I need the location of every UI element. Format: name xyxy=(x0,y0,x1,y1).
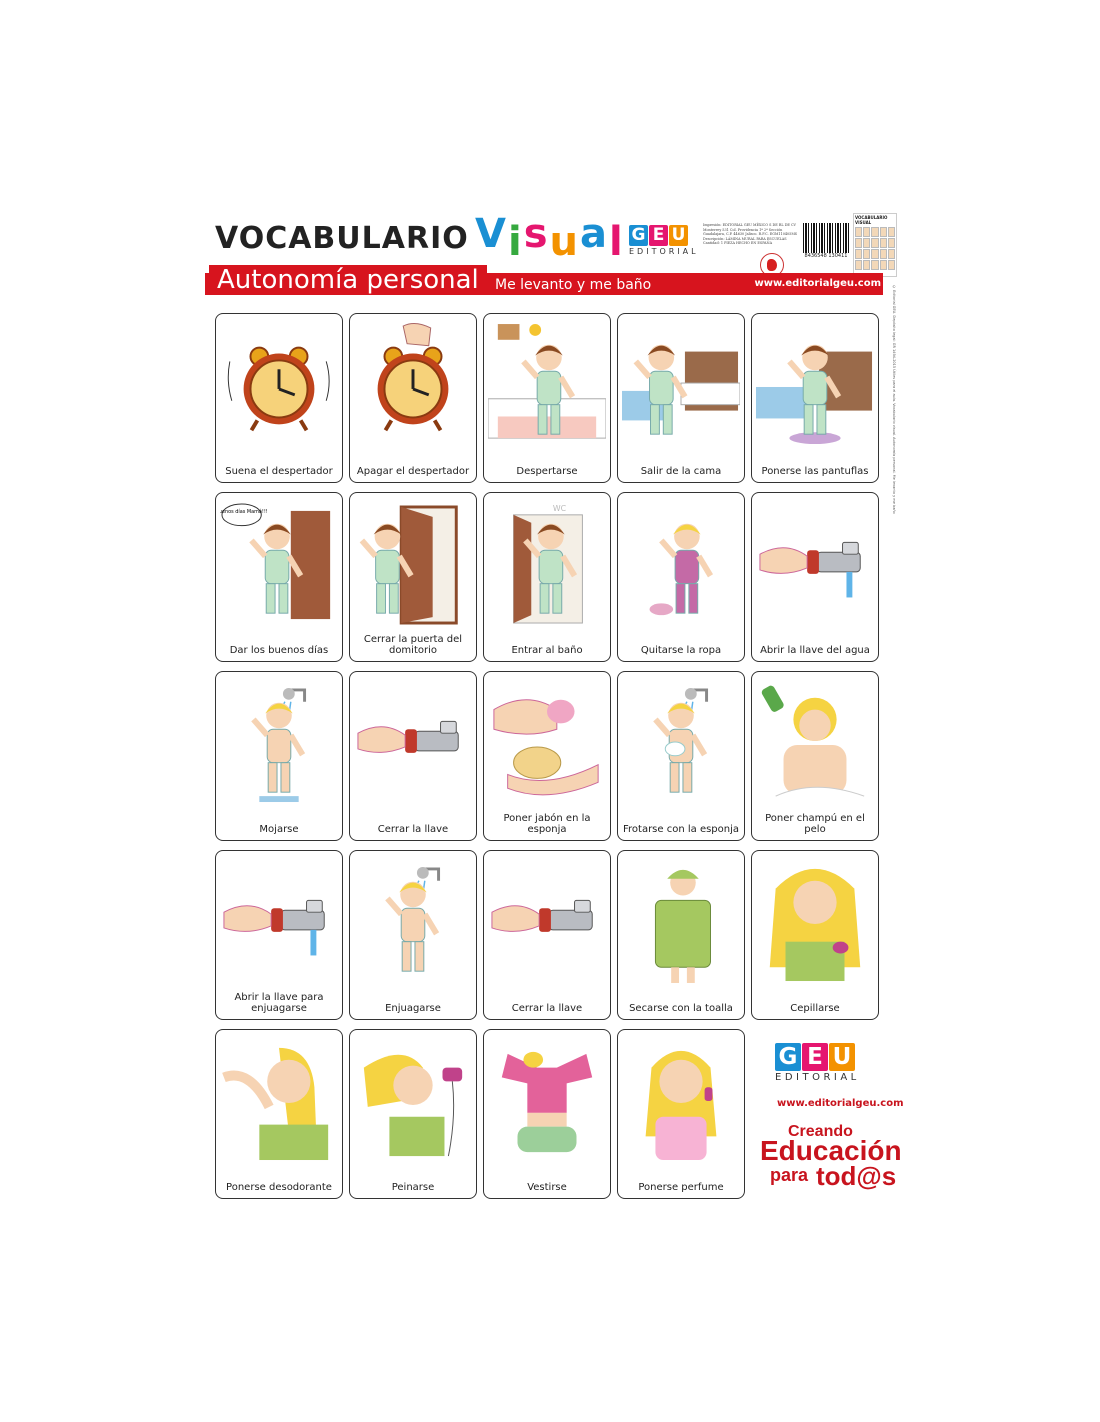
vocabulary-card xyxy=(617,671,745,841)
geu-letter: G xyxy=(775,1043,801,1071)
girl-hairdryer-icon xyxy=(354,1034,472,1170)
geu-letter: U xyxy=(669,225,688,246)
svg-text:WC: WC xyxy=(552,503,567,513)
vocabulary-card xyxy=(617,313,745,483)
card-label: Frotarse con la esponja xyxy=(622,824,740,835)
geu-editorial-label: EDITORIAL xyxy=(629,247,699,256)
slogan-word-2: Educación xyxy=(760,1135,902,1166)
boy-good-morning-icon xyxy=(220,497,338,633)
vocabulary-card xyxy=(215,492,343,662)
vocabulary-card xyxy=(215,671,343,841)
boy-closing-door-icon xyxy=(354,497,472,633)
vocabulary-card xyxy=(215,313,343,483)
slogan-word-4: tod@s xyxy=(816,1161,897,1191)
alarm-clock-off-icon xyxy=(354,318,472,454)
vocabulary-card xyxy=(751,850,879,1020)
card-label: Mojarse xyxy=(259,824,299,835)
vocabulary-card xyxy=(215,1029,343,1199)
girl-deodorant-icon xyxy=(220,1034,338,1170)
girl-scrubbing-icon xyxy=(622,676,740,812)
geu-letter: U xyxy=(829,1043,855,1071)
slogan-word-1: Creando xyxy=(788,1123,853,1140)
thumbnail-title: VOCABULARIO VISUAL xyxy=(855,215,888,225)
hand-closing-tap-icon xyxy=(488,855,606,991)
slogan-word-3: para xyxy=(770,1165,809,1185)
card-label: Ponerse perfume xyxy=(638,1182,724,1193)
imprint-fineprint: Impresión: EDITORIAL GEU MÉXICO S DE RL DE CV Monterrey 531 Col. Providencia 1ª 2ª Sección Guadalajara, C.P. 44630 Jalisco. R.F.C. EGM110405MS Descripción: LÁMINA MURAL PARA ESCUELAS Cantidad: 1 PIEZA HECHO EN ESPAÑA xyxy=(703,223,798,246)
card-label: Suena el despertador xyxy=(225,466,333,477)
card-label: Salir de la cama xyxy=(640,466,722,477)
card-label: Poner jabón en la esponja xyxy=(503,813,591,835)
vocabulary-card xyxy=(215,850,343,1020)
vocabulary-card xyxy=(349,850,477,1020)
card-label: Secarse con la toalla xyxy=(629,1003,733,1014)
geu-letter: E xyxy=(802,1043,828,1071)
website-link-top[interactable]: www.editorialgeu.com xyxy=(754,278,881,289)
geu-letter: G xyxy=(629,225,648,246)
visual-letter: s xyxy=(523,211,550,257)
card-label: Quitarse la ropa xyxy=(640,645,722,656)
hand-closing-tap-icon xyxy=(354,676,472,812)
boy-waking-up-icon xyxy=(488,318,606,454)
vocabulary-card xyxy=(349,671,477,841)
geu-logo-small xyxy=(629,225,699,256)
vocabulary-card xyxy=(483,1029,611,1199)
vocabulary-card xyxy=(349,1029,477,1199)
vocabulary-card xyxy=(349,492,477,662)
visual-letter: u xyxy=(549,219,580,265)
vocabulary-card xyxy=(349,313,477,483)
hand-opening-tap-icon xyxy=(220,855,338,991)
boy-getting-out-of-bed-icon xyxy=(622,318,740,454)
girl-rinsing-icon xyxy=(354,855,472,991)
poster-thumbnail xyxy=(853,213,897,277)
vocabulary-card xyxy=(751,313,879,483)
card-label: Vestirse xyxy=(527,1182,567,1193)
girl-shower-icon xyxy=(220,676,338,812)
side-legal-text: © Editorial GEU. Depósito legal: GR 1494-2015 Útiles para el aula. Vocabulario visual. Autonomía personal. Me levanto y me baño xyxy=(892,285,896,514)
svg-text:Buenos días Mamá!!!: Buenos días Mamá!!! xyxy=(220,508,268,515)
vocabulary-card xyxy=(483,850,611,1020)
geu-letter: E xyxy=(649,225,668,246)
card-label: Cerrar la llave xyxy=(377,824,449,835)
card-label: Apagar el despertador xyxy=(356,466,470,477)
barcode-number: 8436548 130411 xyxy=(804,253,848,259)
vocabulary-card xyxy=(483,492,611,662)
poster-title: VOCABULARIO xyxy=(215,221,469,256)
card-label: Cerrar la llave xyxy=(511,1003,583,1014)
girl-shampoo-icon xyxy=(756,676,874,812)
vocabulary-card xyxy=(617,492,745,662)
vocabulary-card xyxy=(617,1029,745,1199)
card-label: Ponerse desodorante xyxy=(226,1182,332,1193)
visual-wordmark xyxy=(475,211,625,265)
girl-undressing-icon xyxy=(622,497,740,633)
poster-subtitle: Autonomía personal xyxy=(209,265,487,295)
visual-letter: l xyxy=(608,219,625,265)
poster-tagline: Me levanto y me baño xyxy=(495,277,652,293)
thumbnail-grid xyxy=(854,226,896,271)
card-label: Entrar al baño xyxy=(511,645,583,656)
card-label: Peinarse xyxy=(391,1182,435,1193)
boy-slippers-icon xyxy=(756,318,874,454)
barcode xyxy=(803,223,849,265)
card-label: Cepillarse xyxy=(790,1003,840,1014)
card-label: Despertarse xyxy=(516,466,578,477)
geu-editorial-label-large: EDITORIAL xyxy=(775,1072,860,1083)
girl-brushing-hair-icon xyxy=(756,855,874,991)
website-link-bottom[interactable]: www.editorialgeu.com xyxy=(777,1098,904,1109)
boy-entering-bathroom-icon xyxy=(488,497,606,633)
vocabulary-card xyxy=(751,671,879,841)
visual-letter: i xyxy=(507,219,524,265)
card-label: Abrir la llave del agua xyxy=(760,645,870,656)
card-label: Enjuagarse xyxy=(385,1003,441,1014)
visual-letter: V xyxy=(475,211,508,257)
card-label: Cerrar la puerta del domitorio xyxy=(363,634,463,656)
girl-dressing-icon xyxy=(488,1034,606,1170)
poster xyxy=(205,205,904,1215)
vocabulary-card xyxy=(751,492,879,662)
barcode-bars xyxy=(803,223,849,253)
soap-sponge-icon xyxy=(488,676,606,812)
vocabulary-card xyxy=(617,850,745,1020)
alarm-clock-ringing-icon xyxy=(220,318,338,454)
card-label: Ponerse las pantuflas xyxy=(761,466,869,477)
girl-perfume-icon xyxy=(622,1034,740,1170)
vocabulary-card xyxy=(483,671,611,841)
card-label: Dar los buenos días xyxy=(229,645,329,656)
vocabulary-card xyxy=(483,313,611,483)
card-label: Abrir la llave para enjuagarse xyxy=(234,992,324,1014)
girl-towel-icon xyxy=(622,855,740,991)
hand-opening-tap-icon xyxy=(756,497,874,633)
card-label: Poner champú en el pelo xyxy=(765,813,865,835)
geu-logo-large xyxy=(775,1043,860,1083)
visual-letter: a xyxy=(579,211,609,257)
